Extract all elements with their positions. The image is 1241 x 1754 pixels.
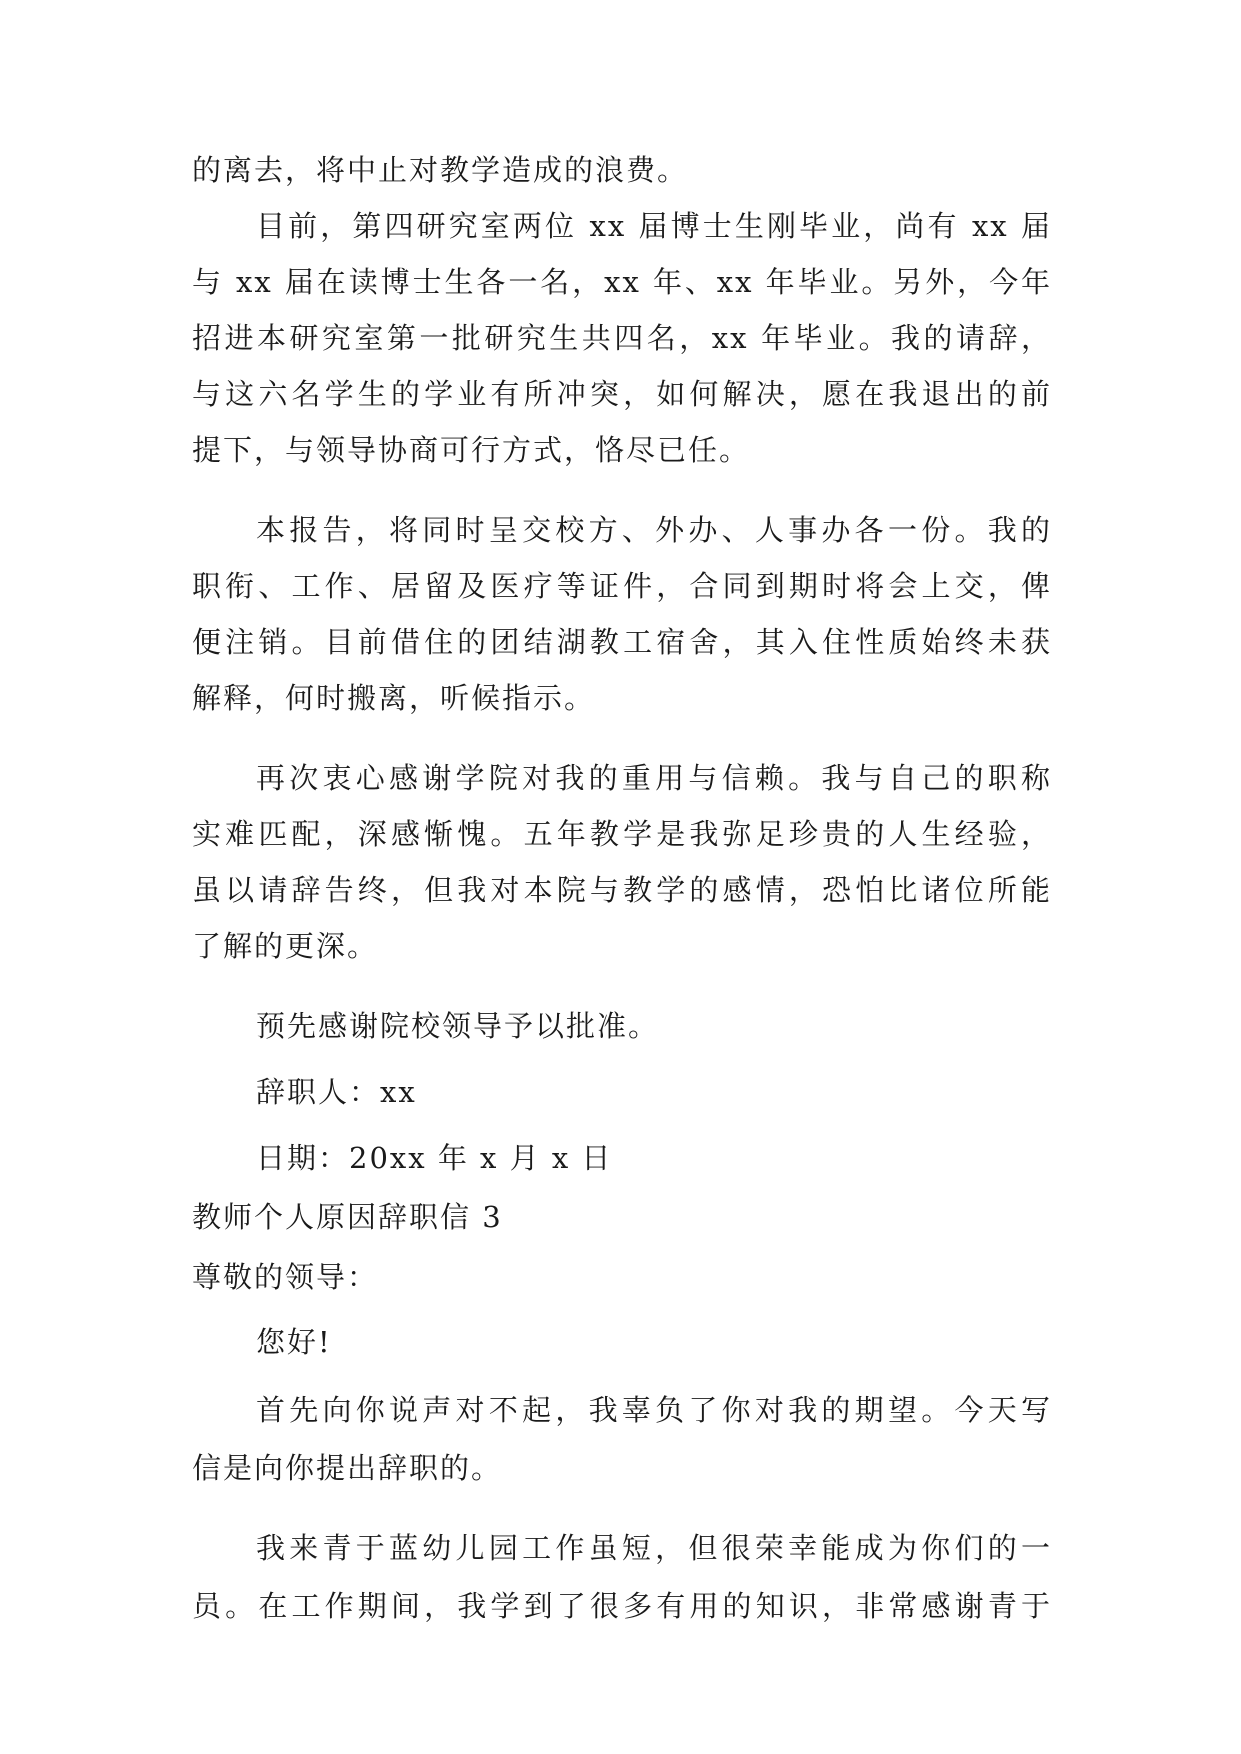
text-line: 员。在工作期间，我学到了很多有用的知识，非常感谢青于 <box>192 1589 1052 1623</box>
text-line: 我来青于蓝幼儿园工作虽短，但很荣幸能成为你们的一 <box>256 1531 1052 1565</box>
text-line: 目前，第四研究室两位 xx 届博士生刚毕业，尚有 xx 届 <box>256 209 1052 243</box>
text-line: 职衔、工作、居留及医疗等证件，合同到期时将会上交，俾 <box>192 569 1052 603</box>
text-line: 的离去，将中止对教学造成的浪费。 <box>192 153 689 187</box>
date-line: 日期：20xx 年 x 月 x 日 <box>256 1141 613 1175</box>
text-line: 实难匹配，深感惭愧。五年教学是我弥足珍贵的人生经验， <box>192 817 1052 851</box>
text-line: 招进本研究室第一批研究生共四名，xx 年毕业。我的请辞， <box>192 321 1052 355</box>
text-line: 预先感谢院校领导予以批准。 <box>256 1009 660 1043</box>
greeting: 您好! <box>256 1325 332 1359</box>
signatory-line: 辞职人：xx <box>256 1075 417 1109</box>
salutation: 尊敬的领导： <box>192 1260 379 1294</box>
text-line: 再次衷心感谢学院对我的重用与信赖。我与自己的职称 <box>256 761 1052 795</box>
section-title: 教师个人原因辞职信 3 <box>192 1200 503 1234</box>
text-line: 了解的更深。 <box>192 929 379 963</box>
text-line: 提下，与领导协商可行方式，恪尽已任。 <box>192 433 751 467</box>
text-line: 信是向你提出辞职的。 <box>192 1451 503 1485</box>
text-line: 本报告，将同时呈交校方、外办、人事办各一份。我的 <box>256 513 1052 547</box>
text-line: 首先向你说声对不起，我辜负了你对我的期望。今天写 <box>256 1393 1052 1427</box>
text-line: 与 xx 届在读博士生各一名，xx 年、xx 年毕业。另外，今年 <box>192 265 1052 299</box>
text-line: 便注销。目前借住的团结湖教工宿舍，其入住性质始终未获 <box>192 625 1052 659</box>
text-line: 与这六名学生的学业有所冲突，如何解决，愿在我退出的前 <box>192 377 1052 411</box>
text-line: 虽以请辞告终，但我对本院与教学的感情，恐怕比诸位所能 <box>192 873 1052 907</box>
text-line: 解释，何时搬离，听候指示。 <box>192 681 596 715</box>
